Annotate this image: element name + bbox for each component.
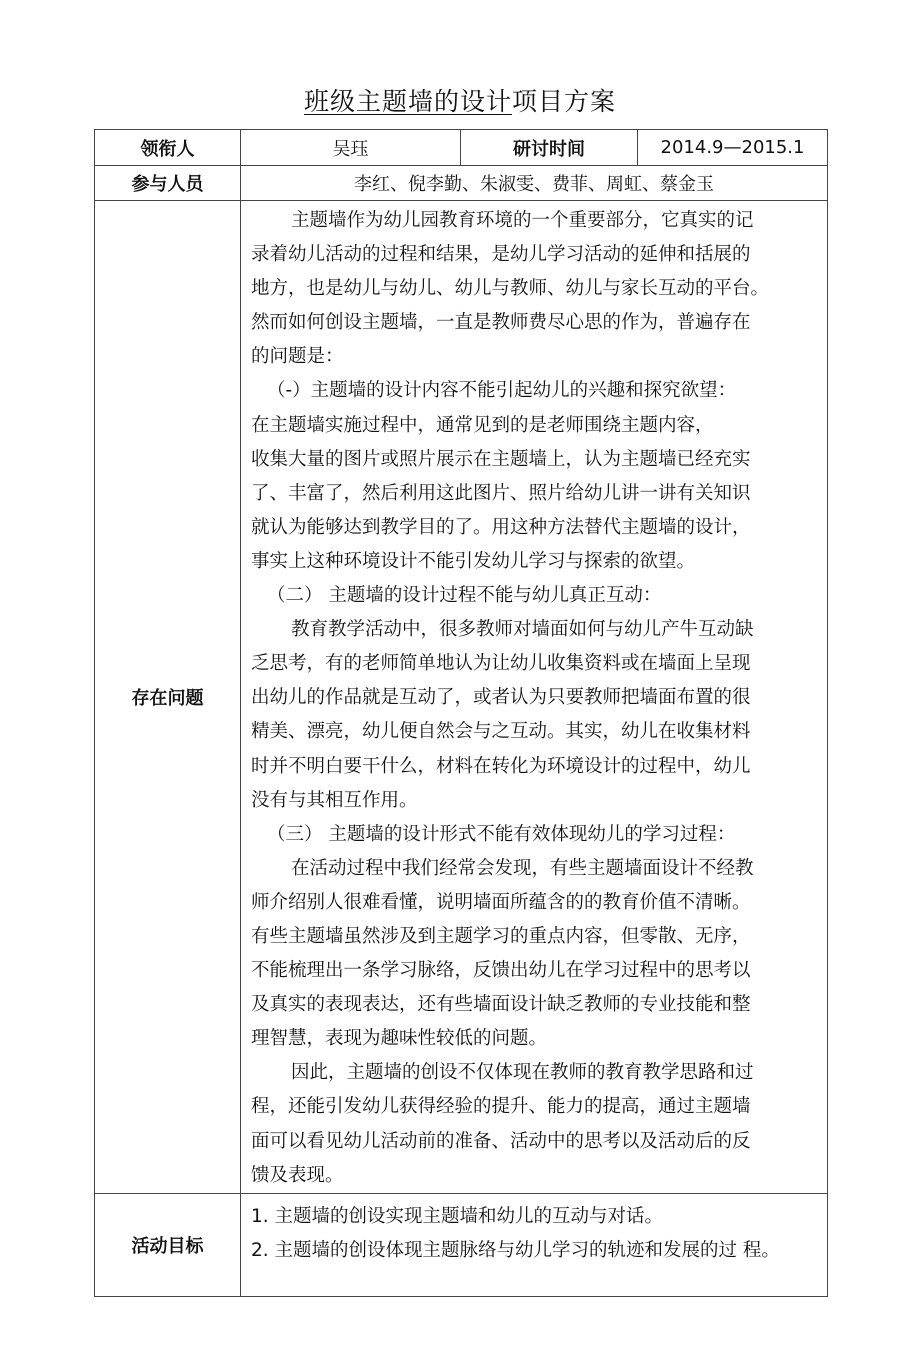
problems-label: 存在问题 xyxy=(95,201,241,1194)
participants-value: 李红、倪李勤、朱淑雯、费菲、周虹、蔡金玉 xyxy=(241,166,828,201)
goals-row xyxy=(95,1193,828,1296)
problems-heading-2: （二） 主题墙的设计过程不能与幼儿真正互动： xyxy=(267,585,662,607)
problems-heading-1: （-）主题墙的设计内容不能引起幼儿的兴趣和探究欲望： xyxy=(267,380,737,402)
problems-line: 面可以看见幼儿活动前的准备、活动中的思考以及活动后的反 xyxy=(251,1130,751,1152)
problems-line: 及真实的表现表达，还有些墙面设计缺乏教师的专业技能和整 xyxy=(251,994,751,1016)
leader-row xyxy=(95,130,828,166)
problems-line: 然而如何创设主题墙，一直是教师费尽心思的作为，普遍存在 xyxy=(251,312,751,334)
problems-line: 了、丰富了，然后利用这此图片、照片给幼儿讲一讲有关知识 xyxy=(251,482,751,504)
problems-line: 没有与其相互作用。 xyxy=(251,789,418,811)
problems-line: 理智慧，表现为趣味性较低的问题。 xyxy=(251,1028,548,1050)
problems-line: 乏思考，有的老师简单地认为让幼儿收集资料或在墙面上呈现 xyxy=(251,653,751,675)
problems-row xyxy=(95,201,828,1194)
participants-row xyxy=(95,166,828,201)
participants-label: 参与人员 xyxy=(95,166,241,201)
problems-body xyxy=(241,201,828,1194)
problems-line: 教育教学活动中，很多教师对墙面如何与幼儿产牛互动缺 xyxy=(291,619,754,641)
problems-line: 因此，主题墙的创设不仅体现在教师的教育教学思路和过 xyxy=(291,1062,754,1084)
document-title-rest: 项目方案 xyxy=(512,87,617,116)
plan-table xyxy=(94,129,828,1297)
problems-line: 就认为能够达到教学目的了。用这种方法替代主题墙的设计， xyxy=(251,516,751,538)
problems-line: 收集大量的图片或照片展示在主题墙上，认为主题墙已经充实 xyxy=(251,448,751,470)
problems-line: 事实上这种环境设计不能引发幼儿学习与探索的欲望。 xyxy=(251,550,696,572)
leader-value: 吴珏 xyxy=(241,130,461,166)
problems-line: 在主题墙实施过程中，通常见到的是老师围绕主题内容， xyxy=(251,414,714,436)
time-value: 2014.9—2015.1 xyxy=(638,130,828,166)
problems-heading-3: （三） 主题墙的设计形式不能有效体现幼儿的学习过程： xyxy=(267,823,736,845)
document-title-underlined: 班级主题墙的设计 xyxy=(303,87,512,116)
problems-line: 师介绍别人很难看懂，说明墙面所蕴含的的教育价值不清晰。 xyxy=(251,891,751,913)
goal-item-1: 1. 主题墙的创设实现主题墙和幼儿的互动与对话。 xyxy=(251,1205,664,1227)
goal-item-2: 2. 主题墙的创设体现主题脉络与幼儿学习的轨迹和发展的过 程。 xyxy=(251,1239,780,1261)
problems-line: 在活动过程中我们经常会发现，有些主题墙面设计不经教 xyxy=(291,857,754,879)
problems-line: 馈及表现。 xyxy=(251,1164,344,1186)
goals-body xyxy=(241,1193,828,1296)
goals-label: 活动目标 xyxy=(95,1193,241,1296)
problems-line: 的问题是： xyxy=(251,346,344,368)
problems-line: 不能梳理出一条学习脉络，反馈出幼儿在学习过程中的思考以 xyxy=(251,960,751,982)
problems-line: 录着幼儿活动的过程和结果，是幼儿学习活动的延伸和括展的 xyxy=(251,244,751,266)
problems-line: 时并不明白要干什么，材料在转化为环境设计的过程中，幼儿 xyxy=(251,755,751,777)
problems-line: 精美、漂亮，幼儿便自然会与之互动。其实，幼儿在收集材料 xyxy=(251,721,751,743)
problems-line: 出幼儿的作品就是互动了，或者认为只要教师把墙面布置的很 xyxy=(251,687,751,709)
problems-line: 主题墙作为幼儿园教育环境的一个重要部分，它真实的记 xyxy=(291,210,754,231)
document-title xyxy=(0,82,920,118)
time-label: 研讨时间 xyxy=(461,130,638,166)
problems-line: 程，还能引发幼儿获得经验的提升、能力的提高，通过主题墙 xyxy=(251,1096,751,1118)
problems-line: 有些主题墙虽然涉及到主题学习的重点内容，但零散、无序， xyxy=(251,925,751,947)
problems-line: 地方，也是幼儿与幼儿、幼儿与教师、幼儿与家长互动的平台。 xyxy=(251,278,770,300)
leader-label: 领衔人 xyxy=(95,130,241,166)
